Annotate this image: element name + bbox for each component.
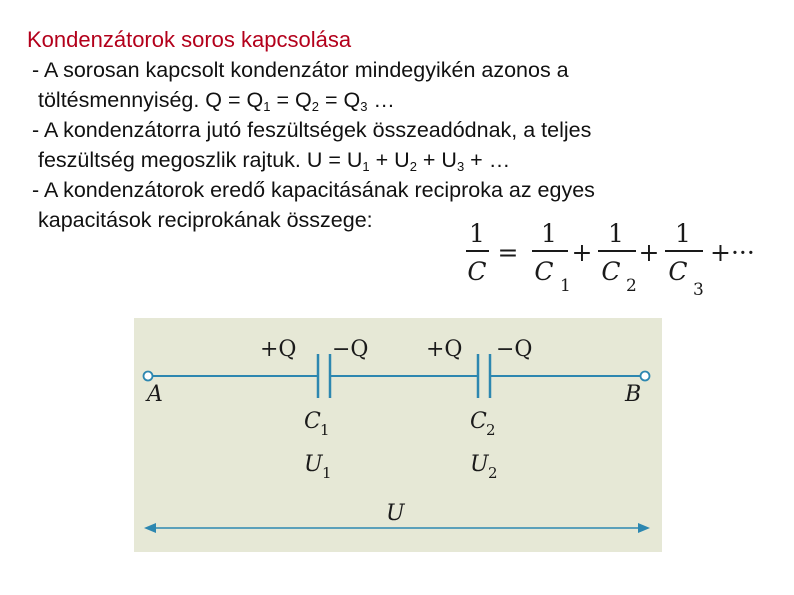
- node-b-label: B: [625, 382, 642, 407]
- slide-title: Kondenzátorok soros kapcsolása: [27, 27, 352, 52]
- term-3-numerator: 1: [675, 219, 691, 248]
- equals-sign: =: [497, 238, 519, 267]
- u2-label: U: [470, 452, 489, 477]
- bullet-2-line-2: feszültség megoszlik rajtuk. $U = U_1 + U_2 + U_3$ + …: [38, 148, 511, 174]
- lhs-denominator: C: [467, 257, 487, 286]
- bullet-1-line-1: - A sorosan kapcsolt kondenzátor mindegyikén azonos a: [32, 58, 569, 82]
- term-2-denominator: C: [601, 257, 621, 286]
- c1-plus-charge: +Q: [260, 337, 297, 362]
- bullet-2-line-1: - A kondenzátorra jutó feszültségek összeadódnak, a teljes: [32, 118, 592, 142]
- formula-svg: [464, 218, 764, 298]
- node-b-terminal: [641, 372, 650, 381]
- bullet-3-line-1: - A kondenzátorok eredő kapacitásának reciproka az egyes: [32, 178, 595, 202]
- u1-subscript: 1: [322, 464, 332, 482]
- continuation-tail: +···: [710, 238, 755, 267]
- bullet-list: [32, 55, 762, 235]
- node-a-terminal: [144, 372, 153, 381]
- c1-minus-charge: −Q: [332, 337, 369, 362]
- capacitance-formula: [464, 218, 764, 302]
- term-3-denominator: C: [668, 257, 688, 286]
- node-a-label: A: [147, 382, 163, 407]
- term-1-subscript: 1: [560, 276, 571, 296]
- bullet-1-line-2: töltésmennyiség. $Q = Q_1 = Q_2 = Q_3$ …: [38, 88, 395, 114]
- term-3-subscript: 3: [693, 280, 704, 298]
- c1-name: C: [304, 409, 321, 434]
- term-2-subscript: 2: [626, 276, 637, 296]
- c2-minus-charge: −Q: [496, 337, 533, 362]
- c2-name-subscript: 2: [486, 421, 496, 439]
- plus-sign-2: +: [638, 238, 660, 267]
- bullet-3-line-2: kapacitások reciprokának összege:: [38, 208, 373, 232]
- series-circuit-figure: [134, 318, 662, 557]
- u2-subscript: 2: [488, 464, 498, 482]
- c2-name: C: [470, 409, 487, 434]
- c2-plus-charge: +Q: [426, 337, 463, 362]
- term-2-numerator: 1: [608, 219, 624, 248]
- term-1-numerator: 1: [541, 219, 557, 248]
- c1-name-subscript: 1: [320, 421, 330, 439]
- lhs-numerator: 1: [469, 219, 485, 248]
- plus-sign-1: +: [571, 238, 593, 267]
- u1-label: U: [304, 452, 323, 477]
- term-1-denominator: C: [534, 257, 554, 286]
- circuit-svg: [134, 318, 662, 552]
- total-voltage-label: U: [386, 501, 405, 526]
